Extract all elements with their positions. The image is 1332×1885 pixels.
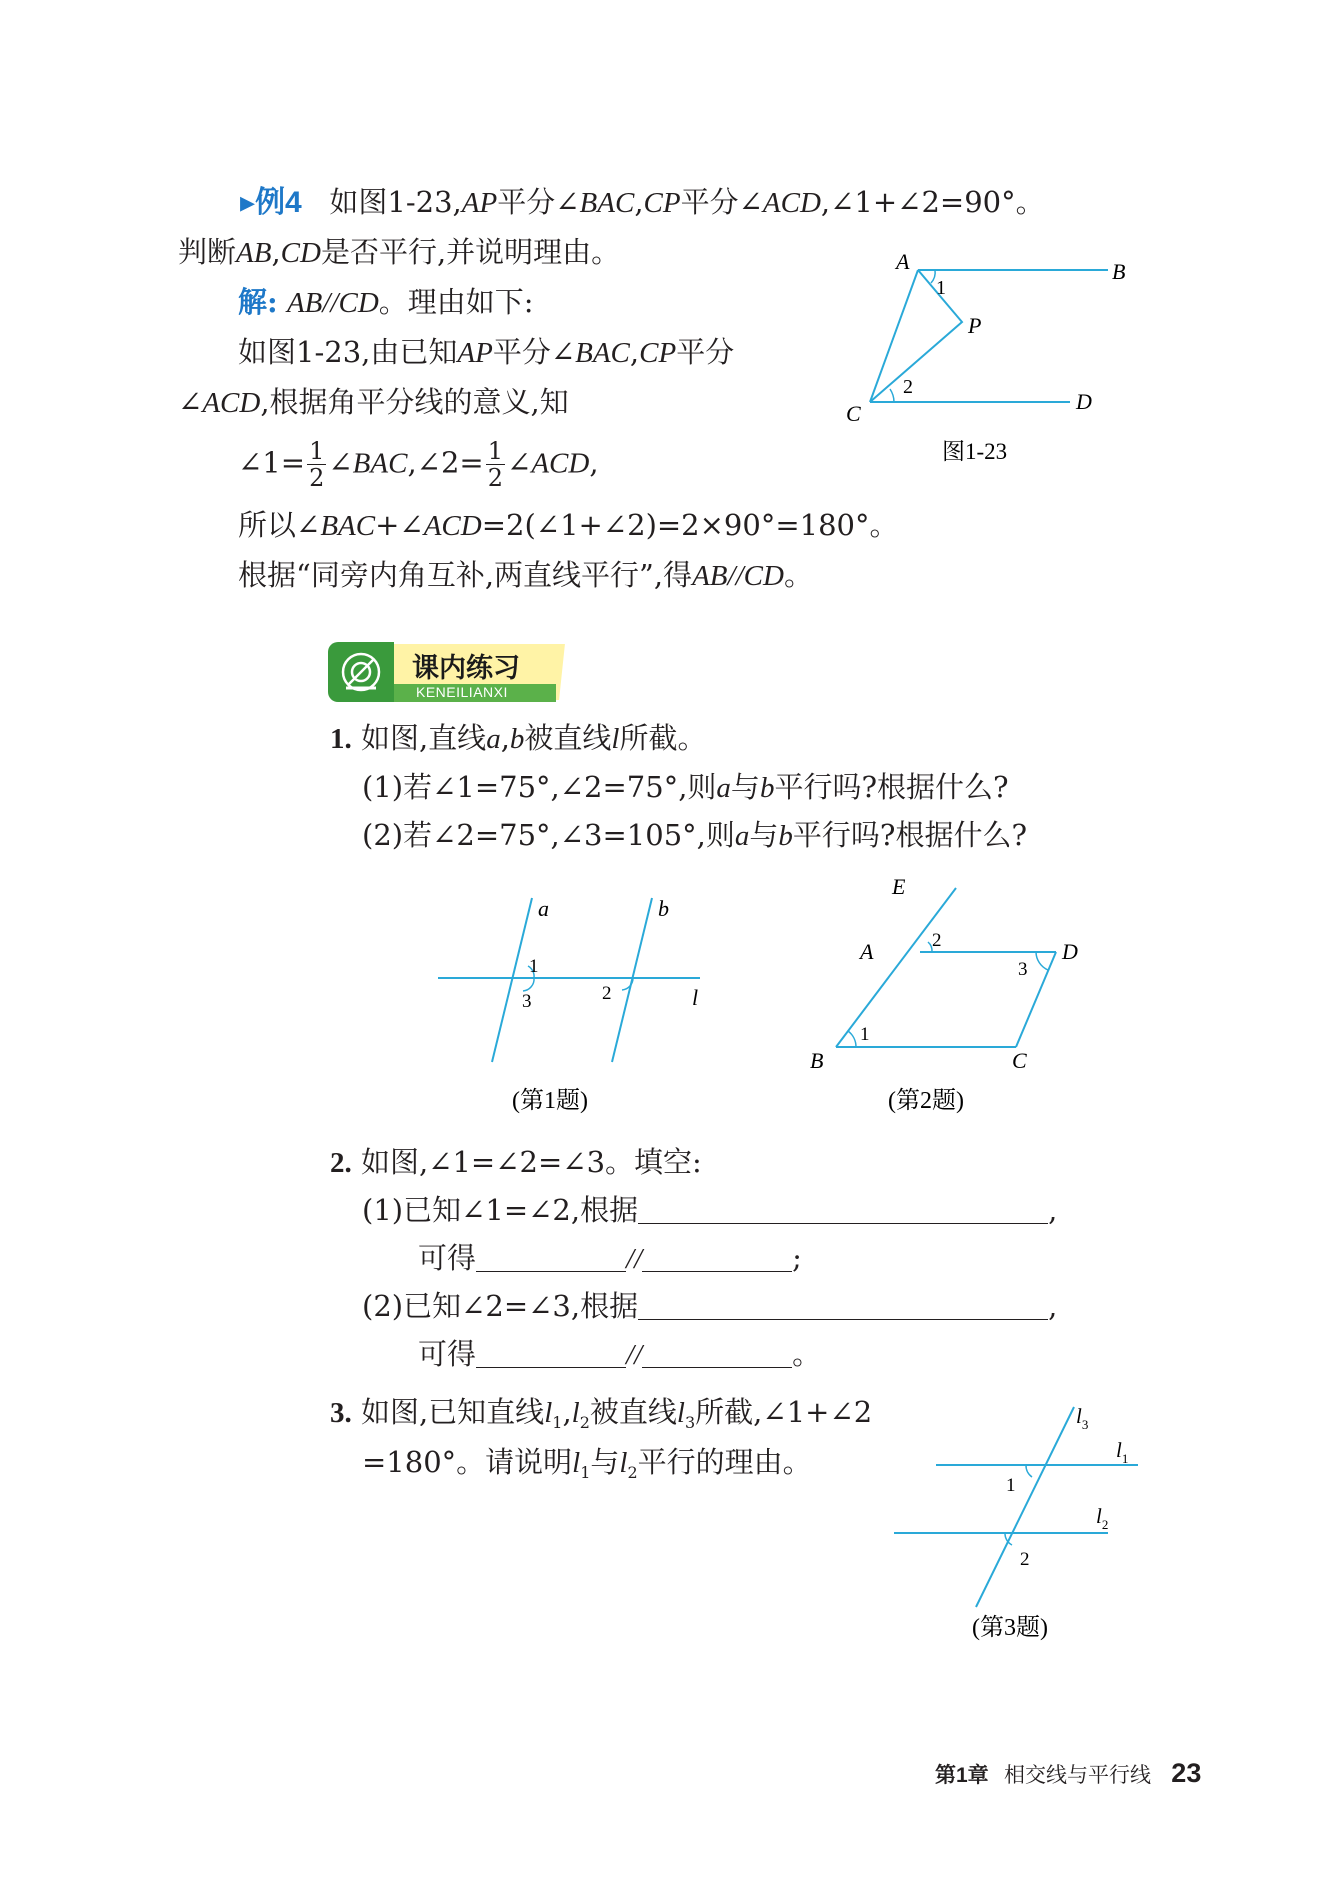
answer-blank[interactable] [638,1193,1048,1224]
fraction-half: $\frac{1}{2}$ [309,437,325,492]
solution-label: 解: [238,285,278,319]
figure-problem-3 [880,1395,1160,1655]
problem-2-part2: (2)已知∠2=∠3,根据 , [362,1289,1058,1323]
solution-line2: ∠ACD,根据角平分线的意义,知 [178,385,569,419]
label-D: D [1062,939,1078,964]
solution-line1: 如图1-23,由已知AP平分∠BAC,CP平分 [238,335,735,369]
solution-line4: 根据“同旁内角互补,两直线平行”,得AB//CD。 [238,558,813,592]
label-C: C [1012,1048,1027,1073]
label-B: B [1112,259,1126,284]
label-l3: $l_3$ [1076,1404,1089,1432]
solution-formula: ∠1= $\frac{1}{2}$ ∠BAC,∠2= $\frac{1}{2}$ ∠ACD, [238,437,599,492]
label-l1: $l_1$ [1116,1438,1129,1466]
label-C: C [846,401,861,426]
fraction-half: $\frac{1}{2}$ [487,437,503,492]
figure-1-caption: (第1题) [512,1088,588,1114]
angle-2-label: 2 [932,930,942,951]
label-A: A [860,939,874,964]
problem-3: 3. 如图,已知直线$l_1,l_2$被直线$l_3$所截,∠1+∠2 [330,1395,873,1432]
problem-1: 1. 如图,直线a,b被直线l所截。 [330,721,707,755]
angle-1-label: 1 [1006,1475,1016,1496]
problem-2-part2-result: 可得 // 。 [418,1337,822,1371]
example-question-line2: 判断AB,CD是否平行,并说明理由。 [178,235,621,269]
angle-1-label: 1 [529,956,539,977]
angle-2-label: 2 [903,376,913,398]
problem-1-part2: (2)若∠2=75°,∠3=105°,则a与b平行吗?根据什么? [362,818,1027,852]
label-D: D [1076,389,1092,414]
answer-blank[interactable] [476,1241,626,1272]
answer-blank[interactable] [642,1337,792,1368]
solution-line3: 所以∠BAC+∠ACD=2(∠1+∠2)=2×90°=180°。 [238,508,899,542]
problem-1-part1: (1)若∠1=75°,∠2=75°,则a与b平行吗?根据什么? [362,770,1009,804]
problem-3-line2: =180°。请说明$l_1$与$l_2$平行的理由。 [362,1445,812,1482]
label-P: P [968,313,982,338]
label-a: a [538,896,549,921]
figure-3-caption: (第3题) [972,1615,1048,1641]
angle-1-label: 1 [860,1024,870,1045]
page-number: 23 [1171,1758,1202,1788]
chapter-number: 第1章 [935,1764,989,1787]
label-B: B [810,1048,824,1073]
angle-1-label: 1 [936,277,946,299]
answer-blank[interactable] [642,1241,792,1272]
figure-problem-1 [420,880,720,1120]
answer-blank[interactable] [638,1289,1048,1320]
example-question-line1: ▸例4 如图1-23,AP平分∠BAC,CP平分∠ACD,∠1+∠2=90°。 [240,185,1045,219]
angle-2-label: 2 [602,983,612,1004]
chapter-title: 相交线与平行线 [1003,1764,1151,1787]
figure-2-caption: (第2题) [888,1088,964,1114]
protractor-icon [328,642,394,702]
example-label: ▸例4 [240,186,302,219]
practice-title: 课内练习 [412,653,520,684]
solution-head: 解: AB//CD。理由如下: [238,285,534,319]
problem-2-part1-result: 可得 // ; [418,1241,802,1275]
angle-3-label: 3 [522,991,532,1012]
practice-badge [328,642,568,702]
figure-problem-2 [800,870,1100,1120]
angle-2-label: 2 [1020,1549,1030,1570]
answer-blank[interactable] [476,1337,626,1368]
label-E: E [892,874,906,899]
angle-3-label: 3 [1018,959,1028,980]
label-A: A [896,249,910,274]
figure-caption: 图1-23 [942,439,1008,464]
problem-2: 2. 如图,∠1=∠2=∠3。填空: [330,1145,702,1179]
figure-1-23 [830,245,1150,475]
label-b: b [658,896,669,921]
footer [935,1758,1201,1789]
practice-subtitle: KENEILIANXI [416,684,508,700]
problem-2-part1: (1)已知∠1=∠2,根据 , [362,1193,1058,1227]
label-l: l [692,985,699,1010]
label-l2: $l_2$ [1096,1504,1109,1532]
